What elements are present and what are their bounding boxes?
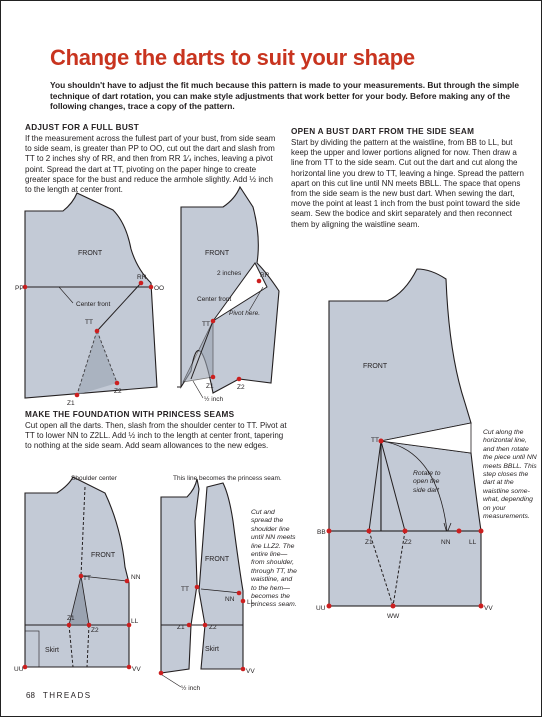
pp-label: PP <box>15 285 24 292</box>
z1-label: Z1 <box>67 400 75 407</box>
princess-heading: MAKE THE FOUNDATION WITH PRINCESS SEAMS <box>25 410 235 419</box>
princess-text: Cut open all the darts. Then, slash from the shoulder center to TT. Pivot at TT to lower NN to Z2LL. Add ½ inch to the length at center front, tapering to nothing at the side seam. Add seam allowances to the new edges. <box>25 421 287 451</box>
center-front-label-2: Center front <box>197 296 232 303</box>
page-title: Change the darts to suit your shape <box>50 45 415 70</box>
z2-label-5: Z2 <box>404 539 412 546</box>
half-inch-label: ½ inch <box>204 396 224 403</box>
ll-label-3: LL <box>131 618 139 625</box>
oo-label: OO <box>154 285 165 292</box>
front-label: FRONT <box>78 250 103 257</box>
ll-label-5: LL <box>469 539 477 546</box>
front-label-3: FRONT <box>91 552 116 559</box>
princess-caption: Cut and spread the shoulder line until NN meets line LLZ2. The entire line—from shoulder, through TT, the waistline, and to the hem—becomes the princess seam. <box>251 509 297 609</box>
bb-label-5: BB <box>317 529 326 536</box>
z1-label-3: Z1 <box>67 615 75 622</box>
magazine-name: THREADS <box>42 691 92 700</box>
shoulder-center-label: Shoulder center <box>71 475 117 482</box>
two-inches-label: 2 inches <box>217 270 242 277</box>
nn-label-5: NN <box>441 539 451 546</box>
z2-label-4: Z2 <box>209 624 217 631</box>
vv-label-5: VV <box>484 605 493 612</box>
uu-marker-5 <box>327 604 332 609</box>
ll-label-4: LL <box>247 599 255 606</box>
tt-label-4: TT <box>181 586 189 593</box>
nn-label-3: NN <box>131 574 141 581</box>
uu-label-3: UU <box>14 666 24 673</box>
side-dart-caption: Cut along the horizontal line, and then rotate the piece until NN meets BBLL. This step closes the dart at the waistline some-what, depending on your measurements. <box>483 429 537 521</box>
tt-marker-5 <box>379 439 384 444</box>
page-footer <box>26 691 92 700</box>
nn-marker-5 <box>457 529 462 534</box>
vv-label-3: VV <box>132 666 141 673</box>
nn-label-4: NN <box>225 596 235 603</box>
z2-label-3: Z2 <box>91 627 99 634</box>
side-seam-text: Start by dividing the pattern at the waistline, from BB to LL, but keep the upper and lower portions aligned for now. Then draw a line from TT to the side seam. Cut out the dart and cut along the horizontal line you drew to TT, leaving a hinge. Spread the pattern apart on this cut line until NN meets BBLL. The space that opens from the side seam is the new bust dart. When sewing the dart, move the point at least 1 inch from the bust point toward the side seam. Sew the bodice and skirt separately and then reconnect them by aligning the waistline seam. <box>291 138 524 229</box>
z1-label-4: Z1 <box>177 624 185 631</box>
skirt-label-4: Skirt <box>205 646 219 653</box>
half-inch-label-4: ½ inch <box>181 685 201 692</box>
z2-label: Z2 <box>114 388 122 395</box>
side-dart-diagram <box>1 1 542 718</box>
bb-marker-5 <box>327 529 332 534</box>
intro-paragraph: You shouldn't have to adjust the fit much because this pattern is made to your measurements. But through the simple technique of dart rotation, you can make style adjustments that work better for your body. Before making any of the following changes, trace a copy of the pattern. <box>50 80 520 112</box>
pivot-here-label: Pivot here. <box>229 310 261 317</box>
vv-marker-5 <box>479 604 484 609</box>
z1-label-5: Z1 <box>365 539 373 546</box>
vv-label-4: VV <box>246 668 255 675</box>
rotate-caption: Rotate to open the side dart <box>413 470 441 494</box>
full-bust-text: If the measurement across the fullest part of your bust, from side seam to side seam, is greater than PP to OO, cut out the dart and slash from TT to 2 inches shy of RR, and then from RR 1⁄₄ inches, leaving a pivot point. Spread the dart at TT, pivoting on the paper hinge to create greater space for the bust and reduce the armhole slightly. Add ½ inch to the length at center front. <box>25 134 276 195</box>
tt-label-3: TT <box>83 575 91 582</box>
uu-label-5: UU <box>316 605 326 612</box>
tt-label-5: TT <box>371 437 379 444</box>
full-bust-heading: ADJUST FOR A FULL BUST <box>25 123 140 132</box>
front-label-4: FRONT <box>205 556 230 563</box>
ww-marker-5 <box>391 604 396 609</box>
center-front-label: Center front <box>76 301 111 308</box>
z1-label-2: Z1 <box>206 383 214 390</box>
rr-label: RR <box>137 274 147 281</box>
skirt-label-3: Skirt <box>45 647 59 654</box>
ll-marker-5 <box>479 529 484 534</box>
princess-line-label: This line becomes the princess seam. <box>173 475 282 482</box>
tt-label: TT <box>85 319 93 326</box>
page-number: 68 <box>26 691 35 700</box>
side-seam-heading: OPEN A BUST DART FROM THE SIDE SEAM <box>291 127 475 136</box>
rr-label-2: RR <box>260 272 270 279</box>
z1-marker-5 <box>367 529 372 534</box>
z2-label-2: Z2 <box>237 384 245 391</box>
z2-marker-5 <box>403 529 408 534</box>
ww-label-5: WW <box>387 613 400 620</box>
tt-label-2: TT <box>202 321 210 328</box>
front-label-5: FRONT <box>363 363 388 370</box>
front-label-2: FRONT <box>205 250 230 257</box>
